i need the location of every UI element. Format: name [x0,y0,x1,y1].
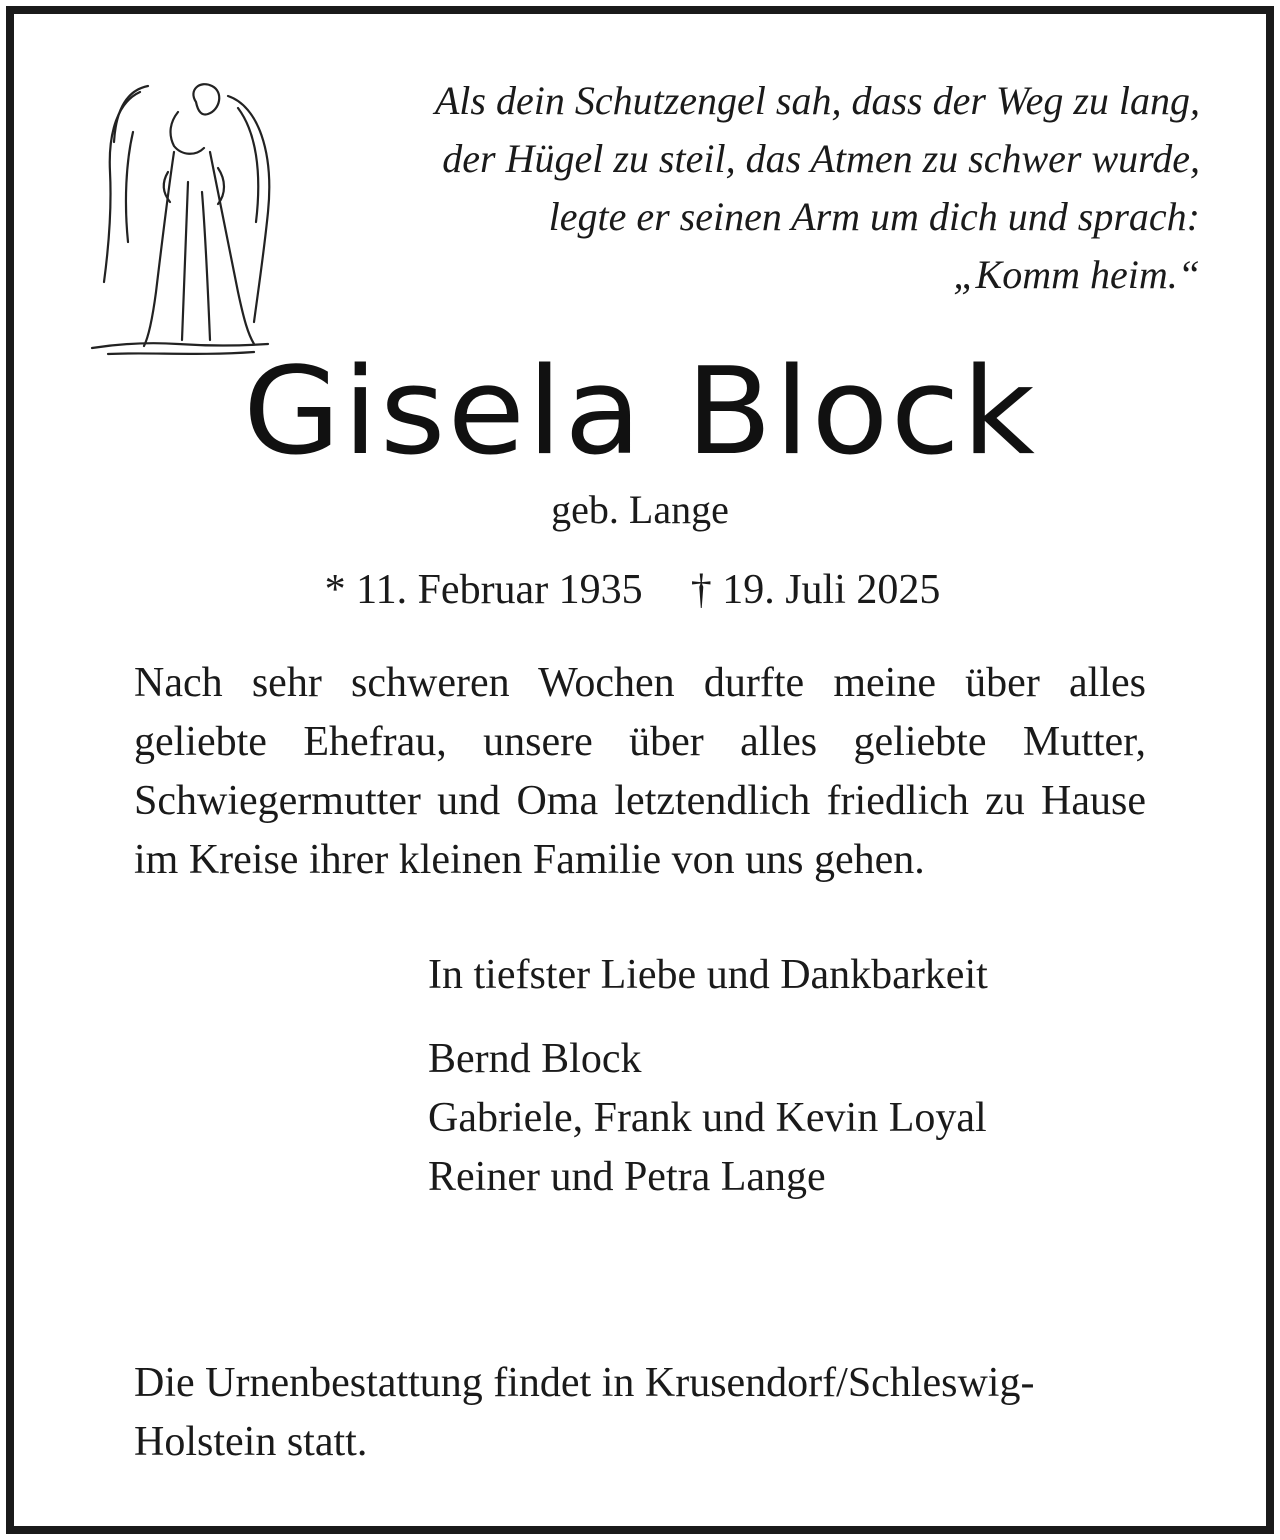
signer: Reiner und Petra Lange [428,1154,826,1200]
poem-line: der Hügel zu steil, das Atmen zu schwer wurde, [442,136,1200,181]
poem-line: legte er seinen Arm um dich und sprach: [548,194,1200,239]
death-date: † 19. Juli 2025 [690,567,941,613]
signers-list [428,1030,1188,1207]
poem-line: Als dein Schutzengel sah, dass der Weg zu lang, [434,78,1200,123]
birth-name: geb. Lange [551,487,729,532]
birth-date: * 11. Februar 1935 [324,567,643,613]
angel-line-drawing-icon [78,72,288,362]
closing-phrase: In tiefster Liebe und Dankbarkeit [428,952,988,998]
obituary-message: Nach sehr schweren Wochen durfte meine über alles geliebte Ehefrau, unsere über alles geliebte Mutter, Schwiegermutter und Oma letztendlich friedlich zu Hause im Kreise ihrer kleinen Familie von uns gehen. [134,660,1146,883]
burial-notice [134,1354,1194,1472]
burial-line: Holstein statt. [134,1419,368,1465]
poem-quote [280,72,1200,304]
signer: Bernd Block [428,1036,642,1082]
burial-line: Die Urnenbestattung findet in Krusendorf/Schleswig- [134,1360,1035,1406]
poem-line: „Komm heim.“ [953,252,1200,297]
deceased-name: Gisela Block [242,343,1038,482]
signer: Gabriele, Frank und Kevin Loyal [428,1095,987,1141]
life-dates [0,566,1265,614]
